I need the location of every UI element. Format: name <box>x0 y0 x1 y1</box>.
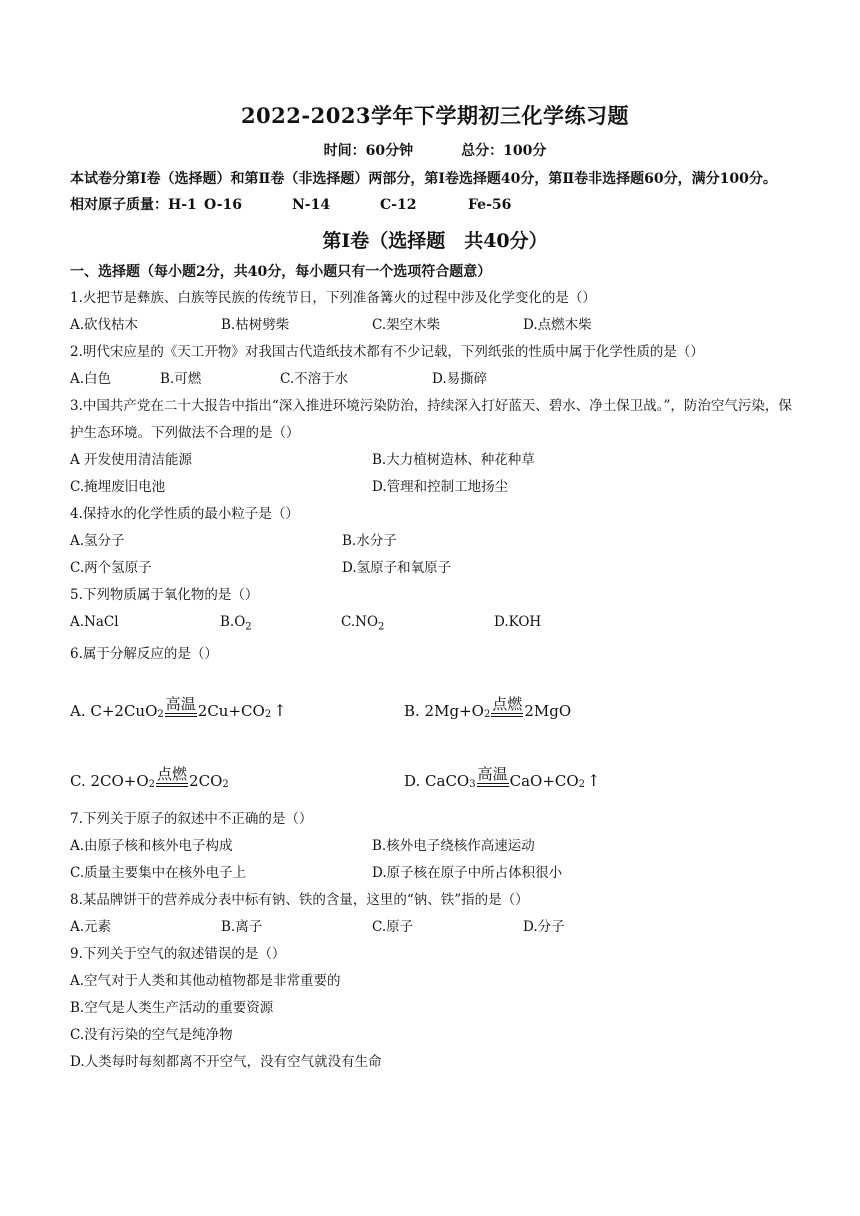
option: B.可燃 <box>160 371 202 387</box>
question-3: 3.中国共产党在二十大报告中指出“深入推进环境污染防治，持续深入打好蓝天、碧水、净土保卫战。”，防治空气污染，保护生态环境。下列做法不合理的是（） <box>70 398 792 441</box>
exam-total: 总分：100分 <box>461 143 547 159</box>
option: $C.NO_2$ <box>341 614 385 633</box>
option: A.砍伐枯木 <box>70 317 139 333</box>
option: B.离子 <box>221 918 263 935</box>
option: B.水分子 <box>342 533 397 549</box>
atomic-mass-fe: Fe-56 <box>468 197 512 213</box>
equation-c: C. 2CO+O $_2$ 点燃 2CO $_2$ <box>70 764 229 790</box>
question-5: 5.下列物质属于氧化物的是（） <box>70 587 259 603</box>
option: A 开发使用清洁能源 <box>70 452 193 468</box>
section1-heading: 一、选择题（每小题2分，共40分，每小题只有一个选项符合题意） <box>70 264 492 280</box>
question-1: 1.火把节是彝族、白族等民族的传统节日，下列准备篝火的过程中涉及化学变化的是（） <box>70 290 596 306</box>
question-2: 2.明代宋应星的《天工开物》对我国古代造纸技术都有不少记载，下列纸张的性质中属于化学性质的是（） <box>70 344 704 360</box>
exam-page <box>70 100 800 1076</box>
option: C.质量主要集中在核外电子上 <box>70 864 247 881</box>
option: A.白色 <box>70 371 112 387</box>
question-1-options <box>70 312 800 339</box>
question-3-options-row2 <box>70 474 800 501</box>
atomic-mass-line <box>70 192 800 218</box>
question-8-options <box>70 914 800 941</box>
question-5-options <box>70 609 800 641</box>
question-6-options-row1 <box>70 668 800 720</box>
option: B.空气是人类生产活动的重要资源 <box>70 999 274 1016</box>
question-4: 4.保持水的化学性质的最小粒子是（） <box>70 506 299 522</box>
exam-meta <box>70 140 800 160</box>
question-4-options-row2 <box>70 555 800 582</box>
question-6: 6.属于分解反应的是（） <box>70 645 218 662</box>
option: D.氢原子和氧原子 <box>342 560 452 576</box>
option: A.空气对于人类和其他动植物都是非常重要的 <box>70 972 341 989</box>
option: D.人类每时每刻都离不开空气，没有空气就没有生命 <box>70 1053 382 1070</box>
question-7-options-row1 <box>70 833 800 860</box>
option: C.掩埋废旧电池 <box>70 479 166 495</box>
option: A.元素 <box>70 918 112 935</box>
option: C.原子 <box>372 918 414 935</box>
question-9: 9.下列关于空气的叙述错误的是（） <box>70 945 286 962</box>
equation-d: D. CaCO $_3$ 高温 CaO+CO $_2$ ↑ <box>404 764 601 790</box>
question-8: 8.某品牌饼干的营养成分表中标有钠、铁的含量，这里的“钠、铁”指的是（） <box>70 891 529 908</box>
question-3-options-row1 <box>70 447 800 474</box>
atomic-mass-label: 相对原子质量：H-1 <box>70 197 197 213</box>
option: C.架空木柴 <box>372 317 441 333</box>
exam-title: 2022-2023学年下学期初三化学练习题 <box>240 103 630 128</box>
atomic-mass-c: C-12 <box>380 197 417 213</box>
gas-arrow-icon: ↑ <box>273 700 287 720</box>
question-7: 7.下列关于原子的叙述中不正确的是（） <box>70 810 313 827</box>
option: C.没有污染的空气是纯净物 <box>70 1026 233 1043</box>
atomic-mass-o: O-16 <box>204 197 243 213</box>
option: D.原子核在原子中所占体积很小 <box>372 864 563 881</box>
option: B.大力植树造林、种花种草 <box>372 452 535 468</box>
part1-title: 第Ⅰ卷（选择题 共40分） <box>322 230 548 252</box>
option: D.KOH <box>494 614 542 630</box>
option: B.枯树劈柴 <box>221 317 290 333</box>
atomic-mass-n: N-14 <box>292 197 331 213</box>
option: C.两个氢原子 <box>70 560 152 576</box>
option: B.核外电子绕核作高速运动 <box>372 837 535 854</box>
question-6-options-row2 <box>70 720 800 790</box>
option: C.不溶于水 <box>280 371 349 387</box>
gas-arrow-icon: ↑ <box>587 770 601 790</box>
option: A.NaCl <box>70 614 119 630</box>
option: D.分子 <box>523 918 565 935</box>
option: A.氢分子 <box>70 533 125 549</box>
option: D.管理和控制工地扬尘 <box>372 479 509 495</box>
option: D.易撕碎 <box>432 371 488 387</box>
exam-time: 时间：60分钟 <box>323 143 414 159</box>
question-2-options <box>70 366 800 393</box>
exam-intro: 本试卷分第Ⅰ卷（选择题）和第Ⅱ卷（非选择题）两部分，第Ⅰ卷选择题40分，第Ⅱ卷非选择题60分，满分100分。 <box>70 171 777 187</box>
equation-a: A. C+2CuO $_2$ 高温 2Cu+CO $_2$ ↑ <box>70 694 287 720</box>
equation-b: B. 2Mg+O $_2$ 点燃 2MgO <box>404 694 572 720</box>
option: D.点燃木柴 <box>523 317 592 333</box>
option: $B.O_2$ <box>220 614 252 633</box>
option: A.由原子核和核外电子构成 <box>70 837 233 854</box>
question-7-options-row2 <box>70 860 800 887</box>
question-4-options-row1 <box>70 528 800 555</box>
